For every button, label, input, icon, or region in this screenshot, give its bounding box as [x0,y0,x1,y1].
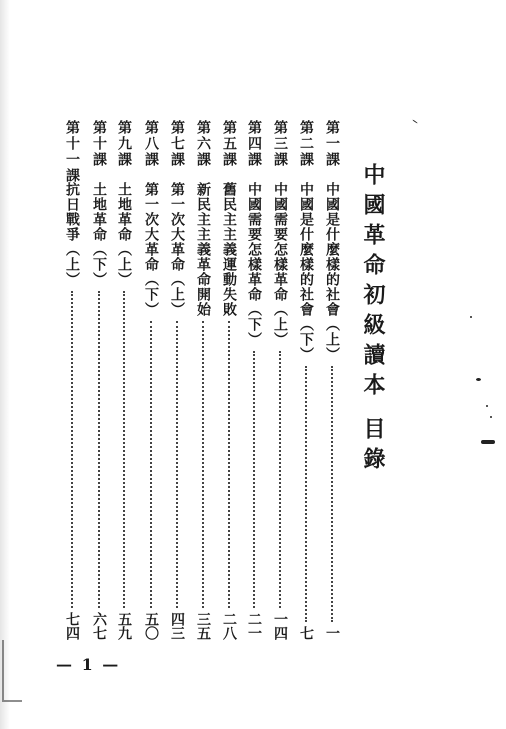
lesson-title: 第一次大革命（上） [169,182,185,317]
lesson-title: 土地革命（上） [116,182,132,287]
lesson-number: 第四課 [246,120,262,168]
lesson-page-number: 二一 [246,612,262,640]
lesson-page-number: 二八 [221,612,237,640]
book-title [362,163,384,477]
lesson-title: 舊民主主義運動失敗 [221,182,237,317]
page-number: — 1 — [56,655,121,674]
toc-entry [193,120,215,640]
dot-leader [98,291,100,608]
lesson-page-number: 七四 [64,612,80,640]
dot-leader [253,351,255,608]
lesson-page-number: 一 [324,626,340,640]
toc-entry [62,120,84,640]
book-title-main: 中國革命初級讀本 [360,163,386,403]
dot-leader [279,351,281,608]
lesson-number: 第五課 [221,120,237,168]
toc-entry [244,120,266,640]
dot-leader [71,291,73,608]
lesson-number: 第一課 [324,120,340,168]
lesson-title: 中國是什麼樣的社會（上） [324,182,340,362]
lesson-number: 第六課 [195,120,211,168]
ink-speck [486,405,488,407]
ink-speck [470,316,472,318]
toc-entry [141,120,163,640]
lesson-number: 第二課 [298,120,314,168]
lesson-title: 中國需要怎樣革命（下） [246,182,262,347]
lesson-number: 第三課 [272,120,288,168]
lesson-number: 第七課 [169,120,185,168]
ink-speck [490,416,492,418]
lesson-page-number: 五〇 [143,612,159,640]
toc-entry [219,120,241,640]
toc-entry [89,120,111,640]
toc-heading: 目錄 [360,417,386,477]
lesson-number: 第九課 [116,120,132,168]
dot-leader [331,366,333,622]
lesson-page-number: 六七 [91,612,107,640]
lesson-page-number: 七 [298,626,314,640]
dot-leader [228,321,230,608]
lesson-title: 新民主主義革命開始 [195,182,211,317]
dot-leader [150,321,152,608]
lesson-number: 第十課 [91,120,107,168]
lesson-page-number: 五九 [116,612,132,640]
binding-shadow [0,0,10,729]
lesson-page-number: 四三 [169,612,185,640]
dot-leader [305,366,307,622]
toc-entry [114,120,136,640]
lesson-title: 抗日戰爭（上） [64,182,80,287]
toc-entry [322,120,344,640]
lesson-title: 第一次大革命（下） [143,182,159,317]
page-corner-mark [2,640,22,702]
lesson-title: 土地革命（下） [91,182,107,287]
lesson-title: 中國是什麼樣的社會（下） [298,182,314,362]
toc-entry [167,120,189,640]
ink-speck [476,378,481,381]
lesson-number: 第八課 [143,120,159,168]
ink-speck [412,119,417,123]
lesson-page-number: 三五 [195,612,211,640]
ink-speck [481,440,495,444]
lesson-page-number: 一四 [272,612,288,640]
lesson-title: 中國需要怎樣革命（上） [272,182,288,347]
toc-entry [296,120,318,640]
toc-entry [270,120,292,640]
dot-leader [176,321,178,608]
dot-leader [202,321,204,608]
dot-leader [123,291,125,608]
lesson-number: 第十一課 [64,120,80,184]
